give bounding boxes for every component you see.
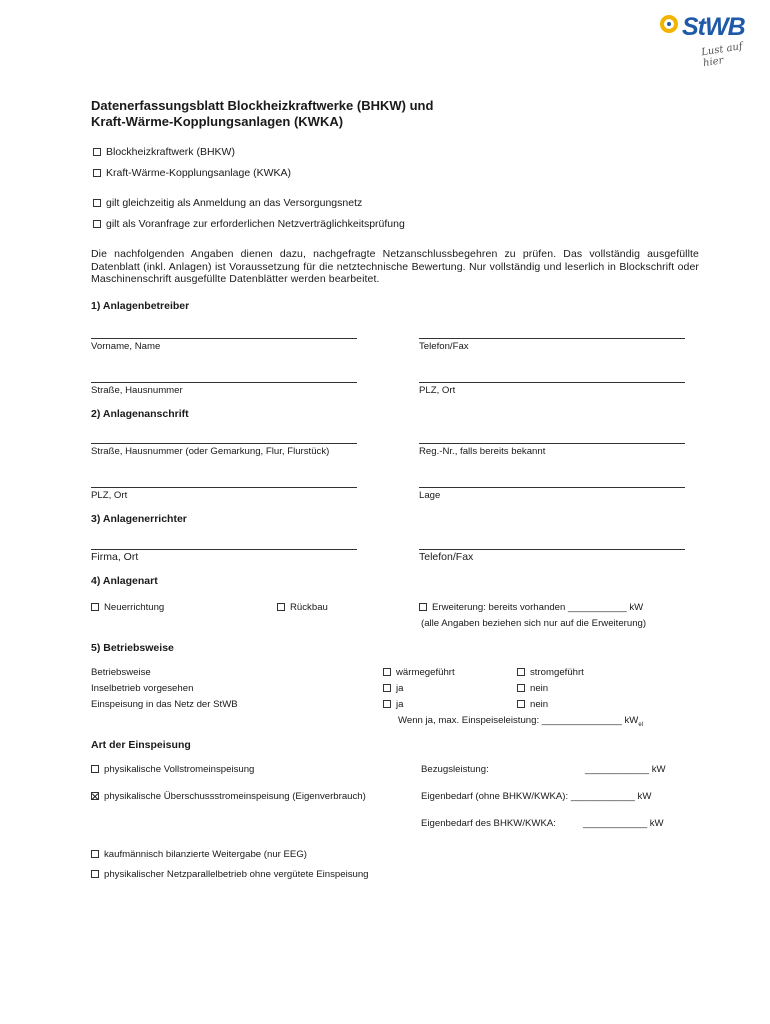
checkbox-icon[interactable] xyxy=(91,603,99,611)
input-line-name[interactable] xyxy=(91,338,357,339)
checkbox-icon[interactable] xyxy=(93,169,101,177)
row-label-einspeisung: Einspeisung in das Netz der StWB xyxy=(91,699,238,710)
row-label-inselbetrieb: Inselbetrieb vorgesehen xyxy=(91,683,194,694)
option-waermegefuehrt[interactable]: wärmegeführt xyxy=(383,667,455,678)
input-line-lage[interactable] xyxy=(419,487,685,488)
option-voranfrage[interactable]: gilt als Voranfrage zur erforderlichen Netzverträglichkeitsprüfung xyxy=(93,218,405,230)
checkbox-icon[interactable] xyxy=(383,668,391,676)
option-netzparallel[interactable]: physikalischer Netzparallelbetrieb ohne vergütete Einspeisung xyxy=(91,869,369,880)
section-1-title: 1) Anlagenbetreiber xyxy=(91,300,190,312)
checkbox-icon[interactable] xyxy=(517,700,525,708)
section-2-title: 2) Anlagenanschrift xyxy=(91,408,189,420)
stwb-logo xyxy=(660,10,758,70)
checkbox-icon[interactable] xyxy=(91,850,99,858)
option-rueckbau[interactable]: Rückbau xyxy=(277,602,328,613)
input-line-anlage-strasse[interactable] xyxy=(91,443,357,444)
checkbox-icon[interactable] xyxy=(93,199,101,207)
checkbox-icon[interactable] xyxy=(91,870,99,878)
section-3-title: 3) Anlagenerrichter xyxy=(91,513,187,525)
option-vollstrom[interactable]: physikalische Vollstromeinspeisung xyxy=(91,764,254,775)
input-line-strasse[interactable] xyxy=(91,382,357,383)
label-eigenbedarf-bhkw: Eigenbedarf des BHKW/KWKA: xyxy=(421,818,556,829)
einspeisung-title: Art der Einspeisung xyxy=(91,739,191,751)
input-bezugsleistung[interactable]: ____________ kW xyxy=(585,764,666,775)
checked-checkbox-icon[interactable] xyxy=(91,792,99,800)
option-neuerrichtung[interactable]: Neuerrichtung xyxy=(91,602,164,613)
option-erweiterung[interactable]: Erweiterung: bereits vorhanden ___________ kW xyxy=(419,602,643,613)
label-bezugsleistung: Bezugsleistung: xyxy=(421,764,489,775)
erweiterung-note: (alle Angaben beziehen sich nur auf die Erweiterung) xyxy=(421,618,647,629)
field-label-regnr: Reg.-Nr., falls bereits bekannt xyxy=(419,446,546,457)
field-label-plz: PLZ, Ort xyxy=(419,385,456,396)
checkbox-icon[interactable] xyxy=(517,668,525,676)
checkbox-icon[interactable] xyxy=(383,684,391,692)
field-label-errichter-telefon: Telefon/Fax xyxy=(419,551,474,563)
checkbox-icon[interactable] xyxy=(93,220,101,228)
checkbox-icon[interactable] xyxy=(91,765,99,773)
option-ueberschuss[interactable]: physikalische Überschussstromeinspeisung (Eigenverbrauch) xyxy=(91,791,366,802)
section-4-title: 4) Anlagenart xyxy=(91,575,158,587)
input-line-anlage-plz[interactable] xyxy=(91,487,357,488)
option-insel-ja[interactable]: ja xyxy=(383,683,403,694)
input-line-telefon[interactable] xyxy=(419,338,685,339)
max-einspeiseleistung[interactable]: Wenn ja, max. Einspeiseleistung: _______________ $kW_{el}$ xyxy=(398,715,644,728)
option-kwka[interactable]: Kraft-Wärme-Kopplungsanlage (KWKA) xyxy=(93,167,291,179)
option-kaufmaennisch[interactable]: kaufmännisch bilanzierte Weitergabe (nur EEG) xyxy=(91,849,307,860)
input-line-firma[interactable] xyxy=(91,549,357,550)
option-bhkw[interactable]: Blockheizkraftwerk (BHKW) xyxy=(93,146,235,158)
field-label-telefon: Telefon/Fax xyxy=(419,341,469,352)
checkbox-icon[interactable] xyxy=(383,700,391,708)
checkbox-icon[interactable] xyxy=(277,603,285,611)
checkbox-icon[interactable] xyxy=(517,684,525,692)
field-label-anlage-strasse: Straße, Hausnummer (oder Gemarkung, Flur, Flurstück) xyxy=(91,446,330,457)
field-label-anlage-plz: PLZ, Ort xyxy=(91,490,128,501)
input-eigenbedarf-bhkw[interactable]: ____________ kW xyxy=(583,818,664,829)
document-title-line2: Kraft-Wärme-Kopplungsanlagen (KWKA) xyxy=(91,114,344,129)
option-anmeldung[interactable]: gilt gleichzeitig als Anmeldung an das Versorgungsnetz xyxy=(93,197,362,209)
option-einspeisung-ja[interactable]: ja xyxy=(383,699,403,710)
option-einspeisung-nein[interactable]: nein xyxy=(517,699,548,710)
option-stromgefuehrt[interactable]: stromgeführt xyxy=(517,667,584,678)
document-title-line1: Datenerfassungsblatt Blockheizkraftwerke (BHKW) und xyxy=(91,98,434,113)
logo-wordmark: StWB xyxy=(682,13,745,41)
input-eigenbedarf-ohne[interactable]: Eigenbedarf (ohne BHKW/KWKA): ____________ kW xyxy=(421,791,652,802)
row-label-betriebsweise: Betriebsweise xyxy=(91,667,151,678)
section-5-title: 5) Betriebsweise xyxy=(91,642,174,654)
logo-ring-icon xyxy=(660,15,678,33)
input-line-plz[interactable] xyxy=(419,382,685,383)
logo-slogan: Lust auf hier xyxy=(700,41,744,70)
input-line-regnr[interactable] xyxy=(419,443,685,444)
field-label-name: Vorname, Name xyxy=(91,341,161,352)
checkbox-icon[interactable] xyxy=(419,603,427,611)
checkbox-icon[interactable] xyxy=(93,148,101,156)
intro-paragraph: Die nachfolgenden Angaben dienen dazu, nachgefragte Netzanschlussbegehren zu prüfen. Das vollständig ausgefüllte Datenblatt (inkl. Anlagen) ist Voraussetzung für die netztechnische Bewertung. Nur vollständig und leserlich in Blockschrift oder Maschinenschrift ausgefüllte Datenblätter werden bearbeitet. xyxy=(91,248,699,285)
field-label-firma: Firma, Ort xyxy=(91,551,139,563)
field-label-lage: Lage xyxy=(419,490,441,501)
field-label-strasse: Straße, Hausnummer xyxy=(91,385,183,396)
input-line-errichter-telefon[interactable] xyxy=(419,549,685,550)
option-insel-nein[interactable]: nein xyxy=(517,683,548,694)
